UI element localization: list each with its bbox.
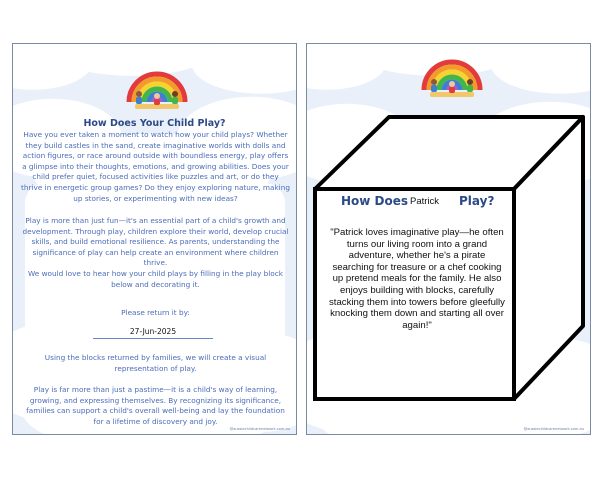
importance-paragraph: Play is more than just fun—it's an essential part of a child's growth and development. Through play, children explore their world, develop crucial skills, and build emotional resilience. As parents, understanding the significance of play can help create an environment where children thrive. bbox=[22, 216, 289, 268]
usage-paragraph: Using the blocks returned by families, we will create a visual representation of play. bbox=[44, 353, 267, 373]
invitation-paragraph: We would love to hear how your child plays by filling in the play block below and decorating it. bbox=[27, 269, 284, 289]
left-page-content bbox=[13, 44, 296, 434]
heading-play: Play? bbox=[459, 194, 495, 208]
heading-how-does: How Does bbox=[341, 194, 409, 208]
right-page-content bbox=[307, 44, 590, 434]
right-page bbox=[306, 43, 591, 435]
return-label: Please return it by: bbox=[121, 308, 190, 317]
footer-url: @aussiechildcarenetwork.com.au bbox=[229, 427, 290, 431]
footer-url: @aussiechildcarenetwork.com.au bbox=[523, 427, 584, 431]
page-title: How Does Your Child Play? bbox=[83, 118, 226, 129]
left-page bbox=[12, 43, 297, 435]
parent-quote: "Patrick loves imaginative play—he often turns our living room into a grand adventure, whether he's a pirate searching for treasure or a chef cooking up pretend meals for the family. He also enjoys building with blocks, carefully stacking them into towers before gleefully knocking them down and starting all over again!" bbox=[329, 227, 505, 331]
return-date-field: 27-Jun-2025 bbox=[93, 327, 213, 339]
conclusion-paragraph: Play is far more than just a pastime—it is a child's way of learning, growing, and expressing themselves. By recognizing its significance, families can support a child's overall well-being and lay the foundation for a lifetime of discovery and joy. bbox=[26, 385, 285, 426]
child-name-field: Patrick bbox=[410, 196, 440, 207]
intro-paragraph: Have you ever taken a moment to watch how your child plays? Whether they build castles in the sand, create imaginative worlds with dolls and action figures, or race around outside with boundless energy, play offers a glimpse into their thoughts, emotions, and growing abilities. Does your child prefer quiet, focused activities like puzzles and art, or do they thrive in energetic group games? Do they enjoy exploring nature, making up stories, or experimenting with new ideas? bbox=[21, 130, 290, 203]
